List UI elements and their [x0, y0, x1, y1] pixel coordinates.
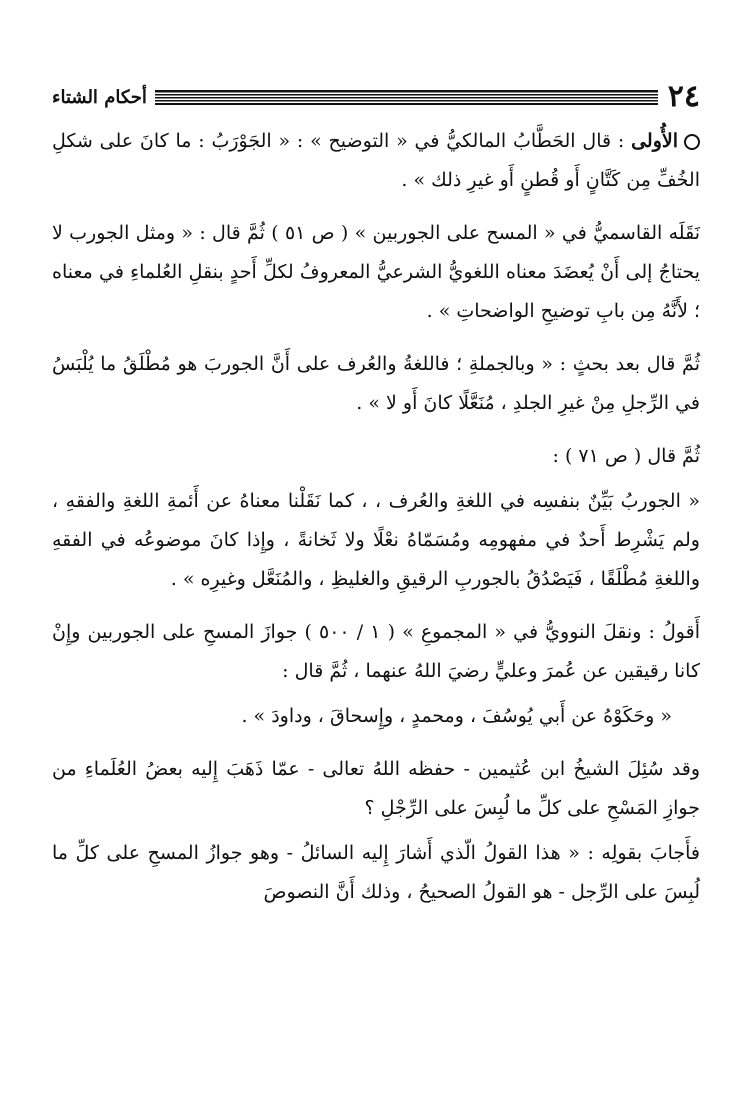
paragraph-first	[52, 122, 700, 200]
paragraph: نَقَلَه القاسميُّ في « المسح على الجوربين » ( ص ٥١ ) ثُمَّ قال : « ومثل الجورب لا يحتاجُ إلى أَنْ يُعضَدَ معناه اللغويُّ الشرعيُّ المعروفُ لكلِّ أَحدٍ بنقلِ العُلماءِ في معناه ؛ لأَنَّهُ مِن بابِ توضيحِ الواضحاتِ » .	[52, 222, 700, 322]
page-number: ٢٤	[667, 79, 700, 114]
circle-bullet-icon	[684, 134, 700, 150]
paragraph: فأَجابَ بقولِه : « هذا القولُ الّذي أَشارَ إِليه السائلُ - وهو جوازُ المسحِ على كلِّ ما لُبِسَ على الرِّجل - هو القولُ الصحيحُ ، وذلك أَنَّ النصوصَ	[52, 842, 700, 903]
running-header	[52, 78, 700, 116]
paragraph: أَقولُ : ونقلَ النوويُّ في « المجموعِ » ( ١ / ٥٠٠ ) جوازَ المسحِ على الجوربين وإِنْ كانا رقيقين عن عُمرَ وعليٍّ رضيَ اللهُ عنهما ، ثُمَّ قال :	[52, 621, 700, 682]
paragraph: ثُمَّ قال بعد بحثٍ : « وبالجملةِ ؛ فاللغةُ والعُرف على أَنَّ الجوربَ هو مُطْلَقُ ما يُلْبَسُ في الرِّجلِ مِنْ غيرِ الجلدِ ، مُنَعَّلًا كانَ أَو لا » .	[52, 353, 700, 414]
header-rule	[155, 90, 658, 105]
paragraph: وقد سُئِلَ الشيخُ ابن عُثيمين - حفظه اللهُ تعالى - عمّا ذَهَبَ إِليه بعضُ العُلَماءِ من جوازِ المَسْحِ على كلِّ ما لُبِسَ على الرِّجْلِ ؟	[52, 758, 700, 819]
paragraph-quote: « الجوربُ بَيِّنٌ بنفسِه في اللغةِ والعُرف ، ، كما نَقَلْنا معناهُ عن أَئمةِ اللغةِ والفقهِ ، ولم يَشْرِط أَحدٌ في مفهومِه ومُسَمّاهُ نعْلًا ولا ثَخانةً ، وإِذا كانَ موضوعُه في الفقهِ واللغةِ مُطْلَقًا ، فَيَصْدُقُ بالجوربِ الرقيقِ والغليظِ ، والمُنَعَّل وغيرِه » .	[52, 490, 700, 590]
book-page	[52, 78, 700, 926]
body-text	[52, 122, 700, 912]
paragraph-quote-line: « وحَكَوْهُ عن أَبي يُوسُفَ ، ومحمدٍ ، وإِسحاقَ ، وداودَ » .	[241, 705, 672, 727]
paragraph-text: : قال الحَطَّابُ المالكيُّ في « التوضيح » : « الجَوْرَبُ : ما كانَ على شكلِ الخُفِّ مِن كَتَّانٍ أَو قُطنٍ أَو غيرِ ذلك » .	[52, 130, 700, 191]
paragraph-lead: الأُولى	[631, 130, 679, 152]
paragraph: ثُمَّ قال ( ص ٧١ ) :	[552, 445, 700, 467]
running-title: أحكام الشتاء	[52, 86, 147, 108]
